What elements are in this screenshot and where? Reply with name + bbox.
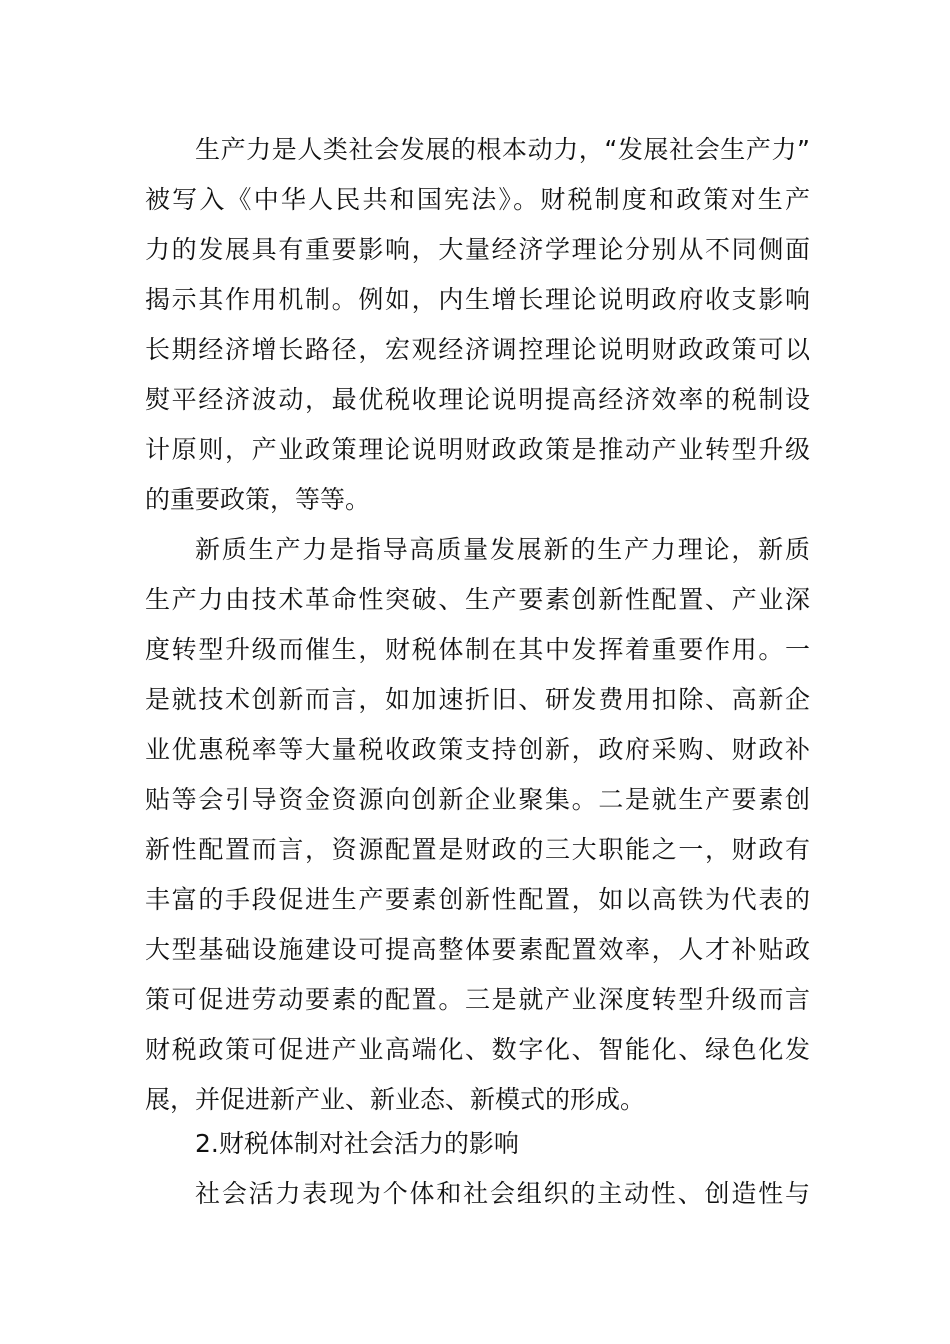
text-line: 揭示其作用机制。例如，内生增长理论说明政府收支影响: [145, 285, 810, 314]
text-line: 熨平经济波动，最优税收理论说明提高经济效率的税制设: [145, 385, 810, 414]
text-line: 财税政策可促进产业高端化、数字化、智能化、绿色化发: [145, 1035, 810, 1064]
text-line: 生产力是人类社会发展的根本动力，“发展社会生产力”: [195, 135, 810, 164]
text-line: 展，并促进新产业、新业态、新模式的形成。: [145, 1085, 646, 1114]
text-line: 生产力由技术革命性突破、生产要素创新性配置、产业深: [145, 585, 810, 614]
text-line: 策可促进劳动要素的配置。三是就产业深度转型升级而言: [145, 985, 810, 1014]
section-heading: 2.财税体制对社会活力的影响: [195, 1129, 519, 1158]
text-line: 大型基础设施建设可提高整体要素配置效率，人才补贴政: [145, 935, 810, 964]
text-line: 计原则，产业政策理论说明财政政策是推动产业转型升级: [145, 435, 810, 464]
text-line: 贴等会引导资金资源向创新企业聚集。二是就生产要素创: [145, 785, 810, 814]
text-line: 是就技术创新而言，如加速折旧、研发费用扣除、高新企: [145, 685, 810, 714]
text-line: 度转型升级而催生，财税体制在其中发挥着重要作用。一: [145, 635, 810, 664]
text-line: 长期经济增长路径，宏观经济调控理论说明财政政策可以: [145, 335, 810, 364]
text-line: 新质生产力是指导高质量发展新的生产力理论，新质: [195, 535, 810, 564]
text-line: 的重要政策，等等。: [145, 485, 371, 514]
text-line: 力的发展具有重要影响，大量经济学理论分别从不同侧面: [145, 235, 810, 264]
text-line: 新性配置而言，资源配置是财政的三大职能之一，财政有: [145, 835, 810, 864]
text-line: 业优惠税率等大量税收政策支持创新，政府采购、财政补: [145, 735, 810, 764]
text-line: 社会活力表现为个体和社会组织的主动性、创造性与: [195, 1179, 810, 1208]
text-line: 被写入《中华人民共和国宪法》。财税制度和政策对生产: [145, 185, 810, 214]
text-line: 丰富的手段促进生产要素创新性配置，如以高铁为代表的: [145, 885, 810, 914]
